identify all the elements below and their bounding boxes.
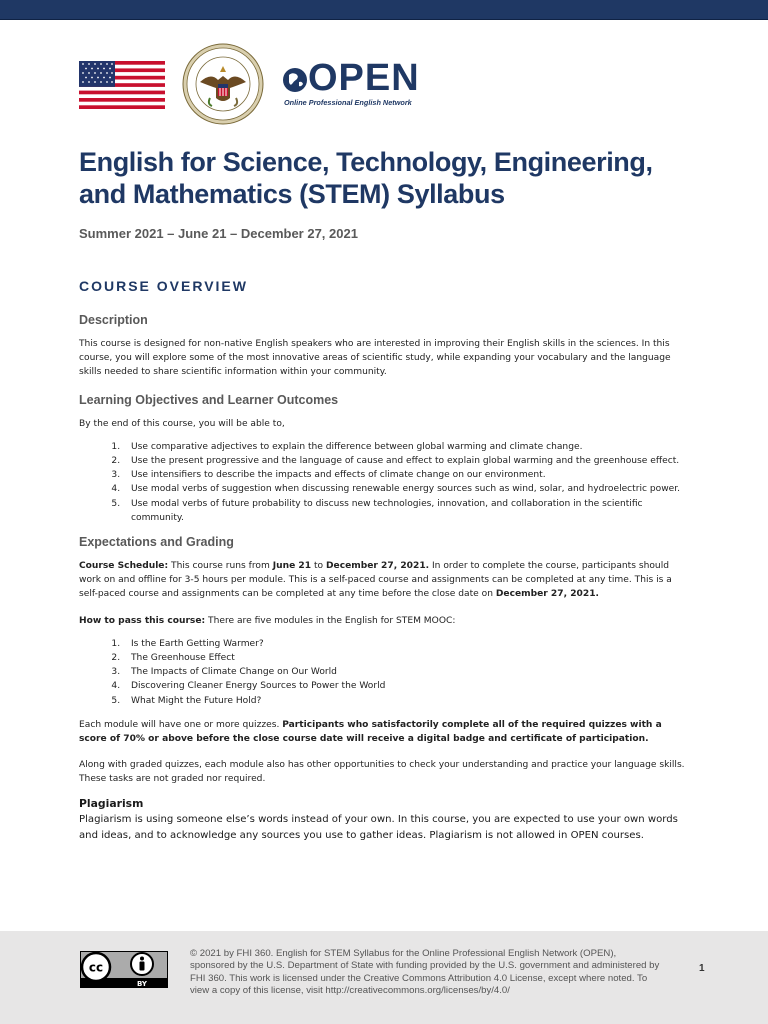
how-to-pass-label: How to pass this course: xyxy=(79,615,206,626)
header-logos xyxy=(79,42,479,127)
list-item: 5. What Might the Future Hold? xyxy=(123,694,689,708)
us-flag-icon xyxy=(79,61,165,109)
objectives-list xyxy=(79,440,689,525)
page-footer xyxy=(0,931,768,1024)
list-item: 4. Use modal verbs of suggestion when discussing renewable energy sources such as wind, solar, and hydroelectric power. xyxy=(123,482,689,496)
how-to-pass-text: How to pass this course: There are five modules in the English for STEM MOOC: xyxy=(79,615,456,626)
objectives-heading: Learning Objectives and Learner Outcomes xyxy=(79,392,339,407)
list-item: 2. Use the present progressive and the language of cause and effect to explain global warming and the greenhouse effect. xyxy=(123,454,689,468)
description-heading: Description xyxy=(79,313,148,327)
page-subtitle: Summer 2021 – June 21 – December 27, 2021 xyxy=(79,226,358,241)
page-title: English for Science, Technology, Engineering, and Mathematics (STEM) Syllabus xyxy=(79,147,653,209)
other-opportunities-text: Along with graded quizzes, each module also has other opportunities to check your understanding and practice your language skills. These tasks are not graded nor required. xyxy=(79,760,685,785)
plagiarism-text: Plagiarism is using someone else’s words instead of your own. In this course, you are expected to use your own words and ideas, and to acknowledge any sources you use to gather ideas. Plagiarism is not allowed in OPEN courses. xyxy=(79,813,678,842)
course-schedule-text: Course Schedule: This course runs from June 21 to December 27, 2021. In order to complete the course, participants should work on and offline for 3-5 hours per module. This is a self-paced course and assignments can be completed at any time. This is a self-paced course and assignments can be completed at any time before the close date on December 27, 2021. xyxy=(79,561,672,600)
modules-list xyxy=(79,637,689,708)
page-number: 1 xyxy=(699,963,705,974)
list-item: 5. Use modal verbs of future probability to discuss new technologies, innovation, and collaboration in the scientific community. xyxy=(123,497,689,525)
creative-commons-by-icon xyxy=(80,951,168,988)
list-item: 3. The Impacts of Climate Change on Our World xyxy=(123,665,689,679)
list-item: 1. Use comparative adjectives to explain the difference between global warming and climate change. xyxy=(123,440,689,454)
svg-text:cc: cc xyxy=(88,960,104,975)
license-badge-label: BY xyxy=(136,980,148,988)
top-bar xyxy=(0,0,768,20)
expectations-heading: Expectations and Grading xyxy=(79,535,234,550)
section-heading: COURSE OVERVIEW xyxy=(79,278,248,294)
open-logo-subtitle: Online Professional English Network xyxy=(284,98,412,107)
open-logo xyxy=(282,58,422,108)
open-logo-word: OPEN xyxy=(308,57,420,99)
list-item: 3. Use intensifiers to describe the impacts and effects of climate change on our environment. xyxy=(123,468,689,482)
list-item: 2. The Greenhouse Effect xyxy=(123,651,689,665)
globe-icon xyxy=(282,62,308,94)
quiz-text: Each module will have one or more quizzes. Participants who satisfactorily complete all of the required quizzes with a score of 70% or above before the close course date will receive a digital badge and certificate of participation. xyxy=(79,719,662,745)
plagiarism-heading: Plagiarism xyxy=(79,796,144,810)
objectives-intro: By the end of this course, you will be able to, xyxy=(79,418,285,429)
department-of-state-seal-icon xyxy=(182,42,264,126)
list-item: 1. Is the Earth Getting Warmer? xyxy=(123,637,689,651)
footer-license-text: © 2021 by FHI 360. English for STEM Syllabus for the Online Professional English Network (OPEN), sponsored by the U.S. Department of State with funding provided by the U.S. government and administered by FHI 360. This work is licensed under the Creative Commons Attribution 4.0 License, except where noted. To view a copy of this license, visit http://creativecommons.org/licenses/by/4.0/ xyxy=(190,948,660,996)
description-text: This course is designed for non-native English speakers who are interested in improving their English skills in the sciences. In this course, you will explore some of the most innovative areas of scientific study, while expanding your vocabulary and the language skills needed to share scientific information within your community. xyxy=(79,339,671,378)
list-item: 4. Discovering Cleaner Energy Sources to Power the World xyxy=(123,679,689,693)
course-schedule-label: Course Schedule: xyxy=(79,561,169,572)
course-overview-section xyxy=(79,276,689,845)
